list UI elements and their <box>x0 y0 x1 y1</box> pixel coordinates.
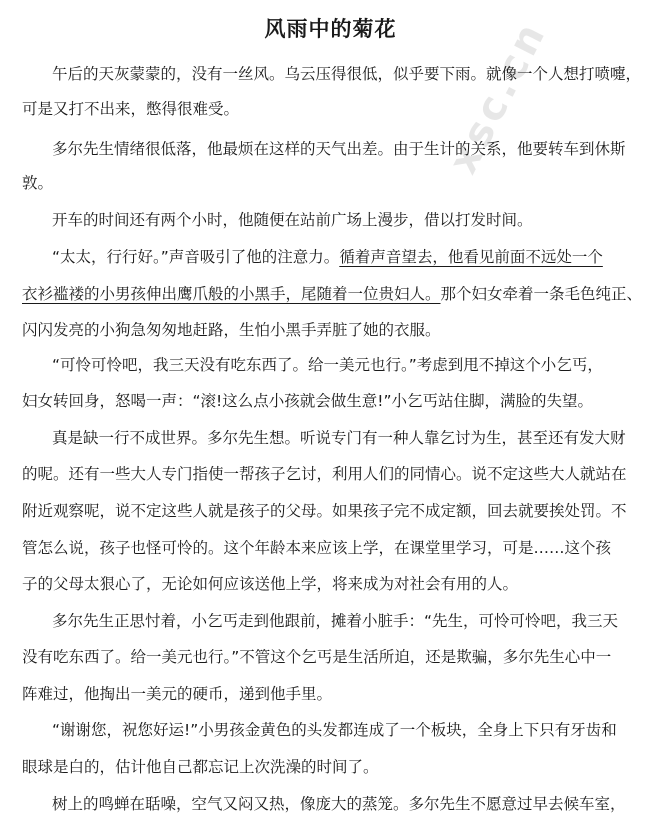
body-line-1: 午后的天灰蒙蒙的，没有一丝风。乌云压得很低，似乎要下雨。就像一个人想打喷嚏， <box>52 65 642 83</box>
body-line-9: “可怜可怜吧，我三天没有吃东西了。给一美元也行。”考虑到甩不掉这个小乞丐， <box>52 356 603 374</box>
body-line-10: 妇女转回身，怒喝一声：“滚!这么点小孩就会做生意!”小乞丐站住脚，满脸的失望。 <box>22 392 593 410</box>
body-line-6-a: “太太，行行好。”声音吸引了他的注意力。 <box>52 248 340 266</box>
underlined-phrase-2: 衣衫褴褛的小男孩伸出鹰爪般的小黑手，尾随着一位贵妇人。 <box>22 285 441 303</box>
body-line-6 <box>52 247 661 267</box>
body-line-16: 多尔先生正思忖着，小乞丐走到他跟前，摊着小脏手：“先生，可怜可怜吧，我三天 <box>52 612 619 630</box>
body-line-20: 眼球是白的，估计他自己都忘记上次洗澡的时间了。 <box>22 758 379 776</box>
body-line-18: 阵难过，他掏出一美元的硬币，递到他手里。 <box>22 685 333 703</box>
body-line-17: 没有吃东西了。给一美元也行。”不管这个乞丐是生活所迫，还是欺骗，多尔先生心中一 <box>22 648 612 666</box>
body-line-13: 附近观察呢，说不定这些人就是孩子的父母。如果孩子完不成定额，回去就要挨处罚。不 <box>22 502 627 520</box>
body-line-8: 闪闪发亮的小狗急匆匆地赶路，生怕小黑手弄脏了她的衣服。 <box>22 321 441 339</box>
body-line-2: 可是又打不出来，憋得很难受。 <box>22 100 240 118</box>
underlined-phrase-1: 循着声音望去，他看见前面不远处一个 <box>339 248 603 266</box>
body-line-19: “谢谢您，祝您好运!”小男孩金黄色的头发都连成了一个板块，全身上下只有牙齿和 <box>52 721 617 739</box>
body-line-14: 管怎么说，孩子也怪可怜的。这个年龄本来应该上学，在课堂里学习，可是……这个孩 <box>22 539 612 557</box>
body-line-15: 子的父母太狠心了，无论如何应该送他上学，将来成为对社会有用的人。 <box>22 575 519 593</box>
watermark-logo: xsc.cn <box>440 13 556 181</box>
body-line-11: 真是缺一行不成世界。多尔先生想。听说专门有一种人靠乞讨为生，甚至还有发大财 <box>52 429 626 447</box>
body-line-3: 多尔先生情绪很低落，他最烦在这样的天气出差。由于生计的关系，他要转车到休斯 <box>52 140 626 158</box>
body-line-7 <box>22 284 661 304</box>
body-line-21: 树上的鸣蝉在聒噪，空气又闷又热，像庞大的蒸笼。多尔先生不愿意过早去候车室， <box>52 795 626 813</box>
body-line-5: 开车的时间还有两个小时，他随便在站前广场上漫步，借以打发时间。 <box>52 211 533 229</box>
article-title: 风雨中的菊花 <box>264 17 397 41</box>
body-line-7-b: 那个妇女牵着一条毛色纯正、 <box>440 285 643 303</box>
body-line-4: 敦。 <box>22 174 54 192</box>
body-line-12: 的呢。还有一些大人专门指使一帮孩子乞讨，利用人们的同情心。说不定这些大人就站在 <box>22 465 627 483</box>
